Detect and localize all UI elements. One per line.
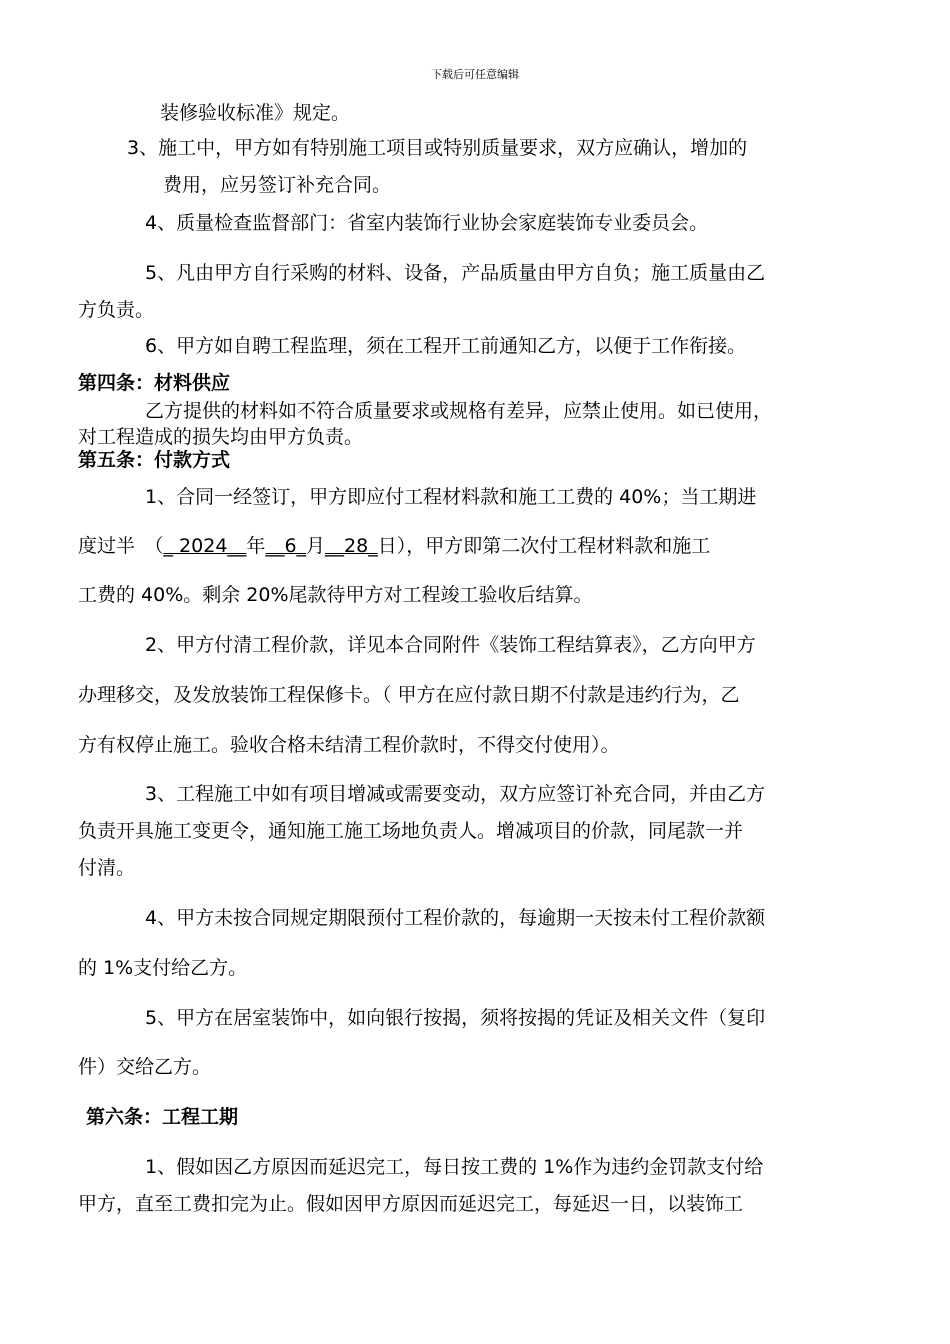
payment-date-line <box>78 533 710 559</box>
article-5-heading: 第五条：付款方式 <box>78 449 231 471</box>
clause-4-line: 4、质量检查监督部门：省室内装饰行业协会家庭装饰专业委员会。 <box>145 212 709 234</box>
paragraph-line: 的 1%支付给乙方。 <box>78 957 248 979</box>
clause-6-line: 6、甲方如自聘工程监理，须在工程开工前通知乙方，以便于工作衔接。 <box>145 335 747 357</box>
paragraph-line: 件）交给乙方。 <box>78 1056 212 1078</box>
paragraph-line: 乙方提供的材料如不符合质量要求或规格有差异，应禁止使用。如已使用， <box>145 400 773 422</box>
year-field: _ 2024__ <box>163 535 247 557</box>
paragraph-line: 装修验收标准》规定。 <box>160 102 351 124</box>
year-label: 年 <box>246 535 266 557</box>
month-label: 月 <box>306 535 326 557</box>
day-field: __28_ <box>325 535 378 557</box>
payment-clause-5-line: 5、甲方在居室装饰中，如向银行按揭，须将按揭的凭证及相关文件（复印 <box>145 1007 766 1029</box>
paragraph-line: 办理移交，及发放装饰工程保修卡。（ 甲方在应付款日期不付款是违约行为，乙 <box>78 684 740 706</box>
paragraph-line: 甲方，直至工费扣完为止。假如因甲方原因而延迟完工，每延迟一日，以装饰工 <box>78 1193 744 1215</box>
date-suffix-text: 日），甲方即第二次付工程材料款和施工 <box>377 535 711 557</box>
article-6-heading: 第六条：工程工期 <box>86 1106 239 1128</box>
date-prefix-text: 度过半 （ <box>78 535 164 557</box>
payment-clause-2-line: 2、甲方付清工程价款，详见本合同附件《装饰工程结算表》，乙方向甲方 <box>145 634 756 656</box>
month-field: __6_ <box>265 535 307 557</box>
paragraph-line: 工费的 40%。剩余 20%尾款待甲方对工程竣工验收后结算。 <box>78 584 593 606</box>
paragraph-line: 付清。 <box>78 857 136 879</box>
payment-clause-4-line: 4、甲方未按合同规定期限预付工程价款的，每逾期一天按未付工程价款额 <box>145 907 766 929</box>
clause-5-line: 5、凡由甲方自行采购的材料、设备，产品质量由甲方自负；施工质量由乙 <box>145 262 766 284</box>
paragraph-line: 对工程造成的损失均由甲方负责。 <box>78 426 364 448</box>
page-header: 下载后可任意编辑 <box>431 68 519 81</box>
payment-clause-1-line: 1、合同一经签订，甲方即应付工程材料款和施工工费的 40%；当工期进 <box>145 486 757 508</box>
paragraph-line: 负责开具施工变更令，通知施工施工场地负责人。增减项目的价款，同尾款一并 <box>78 820 744 842</box>
paragraph-line: 方负责。 <box>78 299 155 321</box>
clause-3-line: 3、施工中，甲方如有特别施工项目或特别质量要求，双方应确认，增加的 <box>127 137 748 159</box>
paragraph-line: 费用，应另签订补充合同。 <box>163 174 392 196</box>
schedule-clause-1-line: 1、假如因乙方原因而延迟完工，每日按工费的 1%作为违约金罚款支付给 <box>145 1156 764 1178</box>
payment-clause-3-line: 3、工程施工中如有项目增减或需要变动，双方应签订补充合同，并由乙方 <box>145 783 766 805</box>
paragraph-line: 方有权停止施工。验收合格未结清工程价款时，不得交付使用）。 <box>78 734 620 756</box>
article-4-heading: 第四条：材料供应 <box>78 372 231 394</box>
